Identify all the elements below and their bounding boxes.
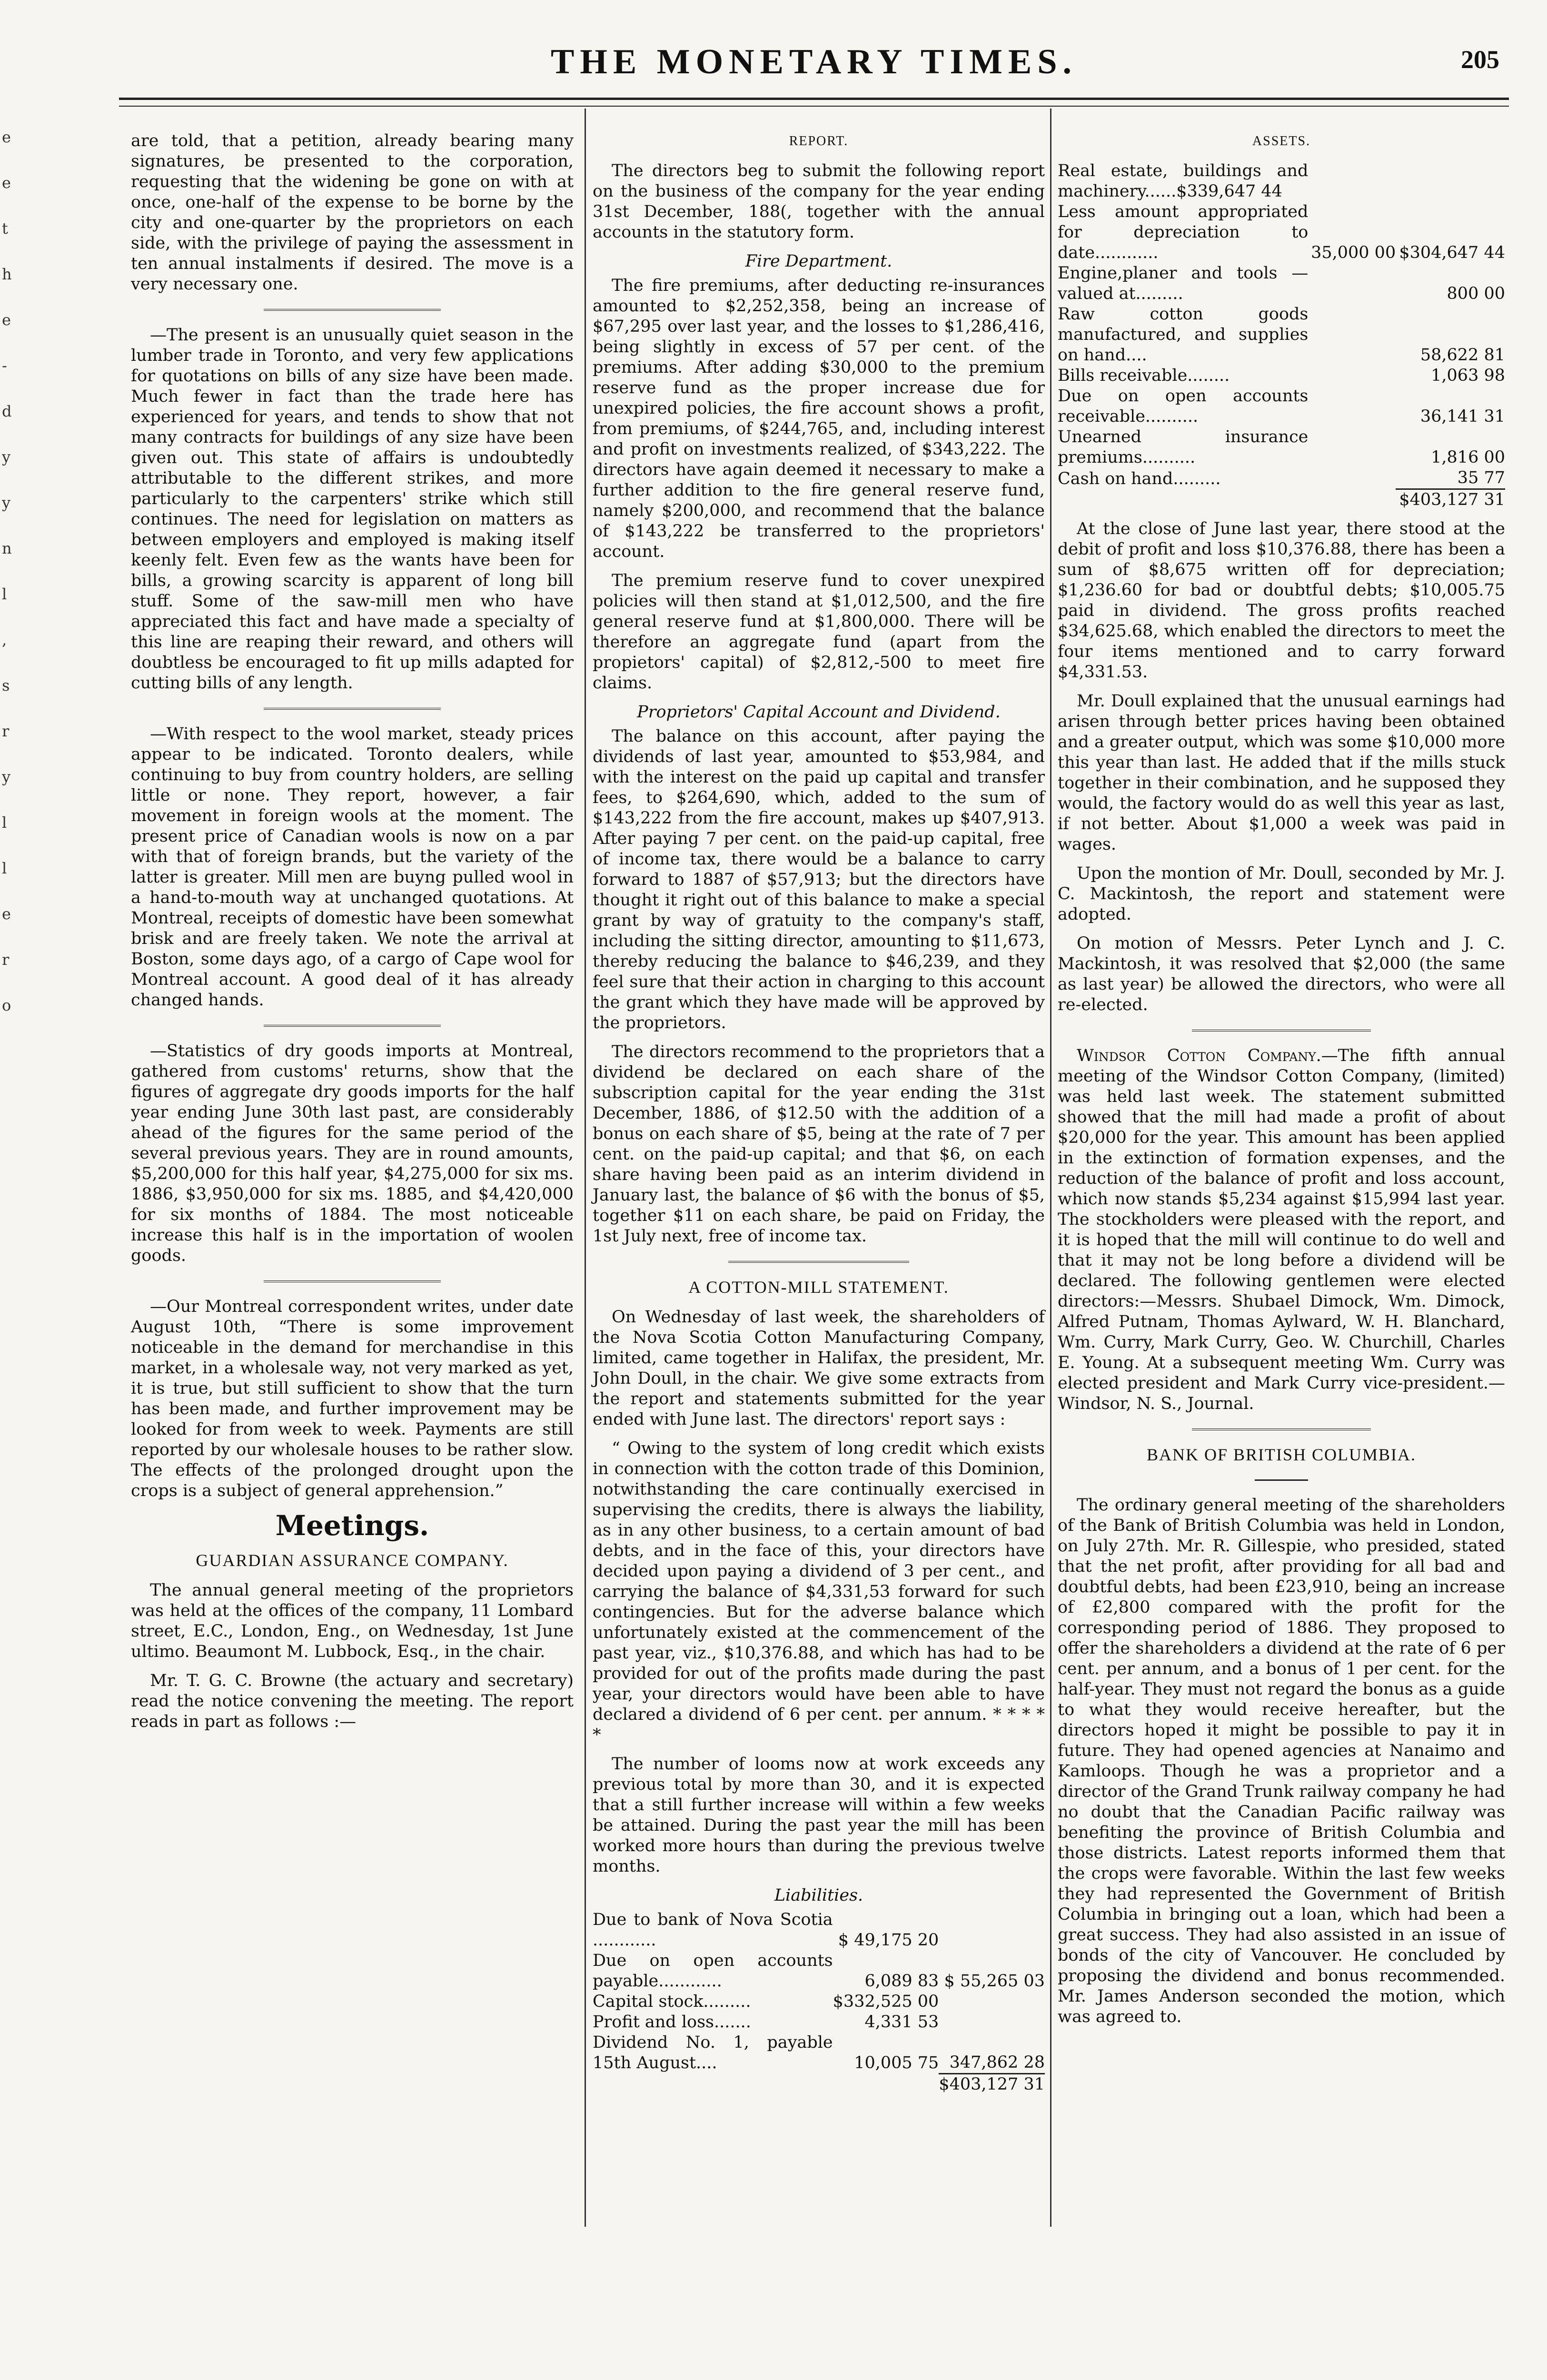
meetings-heading: Meetings. <box>275 1509 429 1542</box>
separator <box>264 309 441 311</box>
edge-letter: o <box>2 996 11 1014</box>
account-amount: $304,647 44 <box>1399 243 1505 262</box>
account-row <box>593 1951 1045 1992</box>
account-amount <box>1396 161 1505 202</box>
paragraph: —Our Montreal correspondent writes, under date August 10th, “There is some improvement noticeable in the demand for merchandise in this market, in a wholesale way, not very marked as yet, it is true, but still sufficient to show that the turn has been made, and further improvement may be looked for from week to week. Payments are still reported by our wholesale houses to be rather slow. The effects of the prolonged drought upon the crops is a subject of general apprehension.” <box>131 1297 574 1500</box>
edge-letter: y <box>2 494 11 512</box>
account-amount <box>1308 161 1396 202</box>
account-amount: 35,000 00 <box>1311 243 1396 262</box>
guardian-heading: GUARDIAN ASSURANCE COMPANY. <box>196 1551 509 1570</box>
edge-letter: e <box>2 905 11 923</box>
column-3 <box>1058 131 1505 2036</box>
account-amount: $ 49,175 20 <box>838 1931 939 1950</box>
separator <box>1192 1030 1371 1031</box>
account-amount <box>939 2012 1045 2033</box>
edge-letter: t <box>2 219 8 238</box>
assets-table <box>1058 161 1505 510</box>
account-row <box>1058 468 1505 489</box>
edge-letter: , <box>2 631 7 649</box>
account-amount: 58,622 81 <box>1420 346 1505 365</box>
account-row <box>1058 386 1505 427</box>
paragraph: The annual general meeting of the proprietors was held at the offices of the company, 11 Lombard street, E.C., London, Eng., on Wednesday, 1st June ultimo. Beaumont M. Lubbock, Esq., in the chair. <box>131 1581 574 1661</box>
account-amount: 1,816 00 <box>1431 448 1505 467</box>
capital-account-heading: Proprietors' Capital Account and Dividend. <box>637 703 1001 722</box>
account-label: Due to bank of Nova Scotia ............ <box>593 1910 833 1950</box>
account-label: Due on open accounts receivable.......... <box>1058 387 1309 426</box>
masthead-title: THE MONETARY TIMES. <box>551 42 1077 81</box>
edge-letter: y <box>2 448 11 466</box>
liabilities-heading: Liabilities. <box>774 1886 863 1905</box>
paragraph: “ Owing to the system of long credit which exists in connection with the cotton trade of this Dominion, notwithstanding the care continually exercised in supervising the credits, there is always the liability, as in any other business, to a certain amount of bad debts, and in the face of this, your directors have decided upon paying a dividend of 3 per cent., and carrying the balance of $4,331,53 forward for such contingencies. But for the adverse balance which unfortunately existed at the commencement of the past year, viz., $10,376.88, and which has had to be provided for out of the profits made during the past year, your directors would have been able to have declared a dividend of 6 per cent. per annum. * * * * * <box>593 1439 1045 1745</box>
account-row <box>1058 304 1505 366</box>
account-label: Cash on hand......... <box>1058 469 1221 488</box>
edge-letter: e <box>2 174 11 192</box>
edge-letter: h <box>2 265 12 283</box>
paragraph: —With respect to the wool market, steady prices appear to be indicated. Toronto dealers, while continuing to buy from country holders, are selling little or none. They report, however, a fair movement in foreign wools at the moment. The present price of Canadian wools is now on a par with that of foreign brands, but the variety of the latter is greater. Mill men are buyng pulled wool in a hand-to-mouth way at unchanged quotations. At Montreal, receipts of domestic have been somewhat brisk and are freely taken. We note the arrival at Boston, some days ago, of a cargo of Cape wool for Montreal account. A good deal of it has already changed hands. <box>131 724 574 1010</box>
edge-letter: l <box>2 859 7 877</box>
fire-dept-heading: Fire Department. <box>745 252 892 271</box>
edge-letter: n <box>2 539 12 557</box>
edge-letter: e <box>2 128 11 146</box>
paragraph: The directors beg to submit the following report on the business of the company for the year ending 31st December, 188(, together with the annual accounts in the statutory form. <box>593 161 1045 242</box>
separator <box>728 1261 909 1263</box>
account-amount: 35 77 <box>1457 468 1505 487</box>
header-rule <box>119 98 1509 100</box>
account-label: Raw cotton goods manufactured, and supplies on hand.... <box>1058 305 1309 365</box>
cotton-mill-heading: A COTTON-MILL STATEMENT. <box>688 1278 949 1297</box>
paragraph: At the close of June last year, there stood at the debit of profit and loss $10,376.88, there has been a sum of $8,675 written off for depreciation; $1,236.60 for bad or doubtful debts; $10,005.75 paid in dividend. The gross profits reached $34,625.68, which enabled the directors to meet the four items mentioned and to carry forward $4,331.53. <box>1058 519 1505 682</box>
page-number: 205 <box>1461 45 1499 74</box>
account-label: Less amount appropriated for depreciation to date............ <box>1058 202 1309 262</box>
paragraph: On Wednesday of last week, the shareholders of the Nova Scotia Cotton Manufacturing Company, limited, came together in Halifax, the president, Mr. John Doull, in the chair. We give some extracts from the report and statements submitted for the year ended with June last. The directors' report says : <box>593 1308 1045 1429</box>
account-row <box>1058 366 1505 386</box>
account-amount: 6,089 83 <box>864 1972 939 1991</box>
account-row <box>1058 263 1505 304</box>
separator <box>264 1025 441 1027</box>
paragraph: The ordinary general meeting of the shareholders of the Bank of British Columbia was held in London, on July 27th. Mr. R. Gillespie, who presided, stated that the net profit, after providing for all bad and doubtful debts, had been £23,910, being an increase of £2,800 compared with the profit for the corresponding period of 1886. They proposed to offer the shareholders a dividend at the rate of 6 per cent. per annum, and a bonus of 1 per cent. for the half-year. They must not regard the bonus as a guide to what they would receive hereafter, but the directors hoped it might be possible to pay it in future. They had opened agencies at Nanaimo and Kamloops. Though he was a proprietor and a director of the Grand Trunk railway company he had no doubt that the Canadian Pacific railway was benefiting the province of British Columbia and those districts. Latest reports informed them that the crops were favorable. Within the last few weeks they had represented the Government of British Columbia in bringing out a loan, which had been a great success. They had also assisted in an issue of bonds of the city of Vancouver. He concluded by proposing the dividend and bonus recommended. Mr. James Anderson seconded the motion, which was agreed to. <box>1058 1496 1505 2026</box>
account-amount <box>1308 489 1396 511</box>
paragraph: —Statistics of dry goods imports at Montreal, gathered from customs' returns, show that the figures of aggregate dry goods imports for the half year ending June 30th last past, are considerably ahead of the figures for the same period of the several previous years. They are in round amounts, $5,200,000 for this half year, $4,275,000 for six ms. 1886, $3,950,000 for six ms. 1885, and $4,420,000 for six months of 1884. The most noticeable increase this half is in the importation of woolen goods. <box>131 1041 574 1265</box>
edge-letter: y <box>2 768 11 786</box>
account-label: Due on open accounts payable............ <box>593 1951 833 1991</box>
paragraph: —The present is an unusually quiet season in the lumber trade in Toronto, and very few applications for quotations on bills of any size have been made. Much fewer in fact than the trade here has experienced for years, and tends to show that not many contracts for buildings of any size have been given out. This state of affairs is undoubtedly attributable to the different strikes, and more particularly to the carpenters' strike which still continues. The need for legislation on matters as between employers and employed is making itself keenly felt. Even few as the wants have been for bills, a growing scarcity is apparent of long bill stuff. Some of the saw-mill men who have appreciated this fact and have made a specialty of this line are reaping their reward, and others will doubtless be encouraged to fit up mills adapted for cutting bills of any length. <box>131 326 574 693</box>
separator <box>1192 1428 1371 1430</box>
edge-letter: - <box>2 357 7 375</box>
account-amount: 10,005 75 <box>854 2053 939 2073</box>
paragraph: The premium reserve fund to cover unexpired policies will then stand at $1,012,500, and the fire general reserve fund at $1,800,000. There will be therefore an aggregate fund (apart from the propietors' capital) of $2,812,-500 to meet fire claims. <box>593 571 1045 693</box>
account-amount: 347,862 28 <box>949 2053 1045 2072</box>
account-label: Dividend No. 1, payable 15th August.... <box>593 2033 833 2073</box>
account-amount <box>1308 386 1396 427</box>
column-2 <box>593 131 1045 2103</box>
account-amount: $403,127 31 <box>1396 489 1505 511</box>
windsor-lead: Windsor Cotton Company. <box>1077 1046 1321 1065</box>
account-amount <box>1308 427 1396 468</box>
account-amount <box>1308 263 1396 304</box>
liabilities-table <box>593 1910 1045 2095</box>
account-row <box>593 2033 1045 2073</box>
windsor-paragraph <box>1058 1046 1505 1414</box>
account-row <box>1058 427 1505 468</box>
account-row <box>593 2012 1045 2033</box>
paragraph: The number of looms now at work exceeds any previous total by more than 30, and it is expected that a still further increase will within a few weeks be attained. During the past year the mill has been worked more hours than during the previous twelve months. <box>593 1755 1045 1876</box>
bank-bc-heading: BANK OF BRITISH COLUMBIA. <box>1146 1445 1417 1464</box>
account-row <box>593 1992 1045 2012</box>
account-row <box>1058 202 1505 263</box>
account-amount: $ 55,265 03 <box>944 1972 1045 1991</box>
account-amount: 800 00 <box>1447 284 1505 303</box>
account-row <box>1058 161 1505 202</box>
account-row <box>593 1910 1045 1951</box>
edge-letter: s <box>2 676 10 694</box>
account-label <box>593 2073 833 2095</box>
paragraph: Mr. Doull explained that the unusual earnings had arisen through better prices having been obtained and a greater output, which was some $10,000 more this year than last. He added that if the mills stuck together in their combination, and he supposed they would, the factory would do as well this year as last, if not better. About $1,000 a week was paid in wages. <box>1058 692 1505 854</box>
account-amount <box>1308 468 1396 489</box>
paragraph: On motion of Messrs. Peter Lynch and J. C. Mackintosh, it was resolved that $2,000 (the same as last year) be allowed the directors, who were all re-elected. <box>1058 934 1505 1014</box>
column-1 <box>131 131 574 1741</box>
edge-letter: l <box>2 813 7 832</box>
assets-heading: ASSETS. <box>1252 134 1311 149</box>
account-amount: 1,063 98 <box>1431 366 1505 385</box>
account-amount <box>833 2073 939 2095</box>
account-label: Real estate, buildings and machinery......$339,647 44 <box>1058 161 1309 201</box>
account-label: Unearned insurance premiums.......... <box>1058 427 1309 467</box>
report-heading: REPORT. <box>789 134 849 149</box>
header-rule-thin <box>119 106 1509 107</box>
paragraph: Mr. T. G. C. Browne (the actuary and secretary) read the notice convening the meeting. The report reads in part as follows :— <box>131 1671 574 1731</box>
account-label: Engine,planer and tools —valued at......... <box>1058 264 1309 303</box>
column-divider-1 <box>585 109 586 2227</box>
separator <box>264 708 441 710</box>
edge-letter: e <box>2 311 11 329</box>
account-label: Bills receivable........ <box>1058 366 1230 385</box>
page-header <box>119 42 1509 85</box>
paragraph: The fire premiums, after deducting re-insurances amounted to $2,252,358, being an increase of $67,295 over last year, and the losses to $1,286,416, being slightly in excess of 57 per cent. of the premiums. After adding $30,000 to the premium reserve fund as the proper increase due for unexpired policies, the fire account shows a profit, from premiums, of $244,765, and, including interest and profit on investments realized, of $343,222. The directors have again deemed it necessary to make a further addition to the fire general reserve fund, namely $200,000, and recommend that the balance of $143,222 be transferred to the proprietors' account. <box>593 276 1045 561</box>
account-amount <box>1308 304 1396 366</box>
paragraph: are told, that a petition, already bearing many signatures, be presented to the corporation, requesting that the widening be gone on with at once, one-half of the expense to be borne by the city and one-quarter by the proprietors on each side, with the privilege of paying the assessment in ten annual instalments if desired. The move is a very necessary one. <box>131 131 574 294</box>
paragraph: The balance on this account, after paying the dividends of last year, amounted to $53,984, and with the interest on the paid up capital and transfer fees, to $264,690, which, added to the sum of $143,222 from the fire account, makes up $407,913. After paying 7 per cent. on the paid-up capital, free of income tax, there would be a balance to carry forward to 1887 of $57,913; but the directors have thought it right out of this balance to make a special grant by way of gratuity to the company's staff, including the sitting director, amounting to $11,673, thereby reducing the balance to $46,239, and they feel sure that their action in charging to this account the grant which they have made will be approved by the proprietors. <box>593 727 1045 1032</box>
account-label: Capital stock......... <box>593 1992 751 2011</box>
separator <box>264 1280 441 1282</box>
account-row <box>593 2073 1045 2095</box>
account-label <box>1058 489 1308 511</box>
paragraph: Upon the montion of Mr. Doull, seconded by Mr. J. C. Mackintosh, the report and statement were adopted. <box>1058 864 1505 924</box>
account-row <box>1058 489 1505 511</box>
account-label: Profit and loss....... <box>593 2013 751 2032</box>
paragraph: The directors recommend to the proprietors that a dividend be declared on each share of the subscription capital for the year ending the 31st December, 1886, of $12.50 with the addition of a bonus on each share of $5, being at the rate of 7 per cent. on the paid-up capital; and that $6, on each share having been paid as an interim dividend in January last, the balance of $6 with the bonus of $5, together $11 on each share, be paid on Friday, the 1st July next, free of income tax. <box>593 1042 1045 1246</box>
account-amount: 36,141 31 <box>1420 407 1505 426</box>
column-divider-2 <box>1050 109 1051 2227</box>
edge-letter: r <box>2 722 10 740</box>
windsor-text: —The fifth annual meeting of the Windsor Cotton Company, (limited) was held last week. The statement submitted showed that the mill had made a profit of about $20,000 for the year. This amount has been applied in the extinction of formation expenses, and the reduction of the balance of profit and loss account, which now stands $5,234 against $15,994 last year. The stockholders were pleased with the report, and it is hoped that the mill will continue to do well and that it may not be long before a dividend will be declared. The following gentlemen were elected directors:—Messrs. Shubael Dimock, Wm. Dimock, Alfred Putnam, Thomas Aylward, W. H. Blanchard, Wm. Curry, Mark Curry, Geo. W. Churchill, Charles E. Young. At a subsequent meeting Wm. Curry was elected president and Mark Curry vice-president.—Windsor, N. S., Journal. <box>1058 1046 1505 1413</box>
account-amount: 4,331 53 <box>864 2013 939 2032</box>
account-amount <box>939 1992 1045 2012</box>
edge-letter: l <box>2 585 7 603</box>
left-margin-bleed <box>2 114 21 1028</box>
edge-letter: d <box>2 402 12 420</box>
account-amount <box>939 1910 1045 1951</box>
separator <box>1255 1479 1309 1481</box>
edge-letter: r <box>2 951 10 969</box>
account-amount <box>1308 366 1396 386</box>
account-amount: $332,525 00 <box>833 1992 939 2011</box>
account-amount: $403,127 31 <box>939 2073 1045 2095</box>
